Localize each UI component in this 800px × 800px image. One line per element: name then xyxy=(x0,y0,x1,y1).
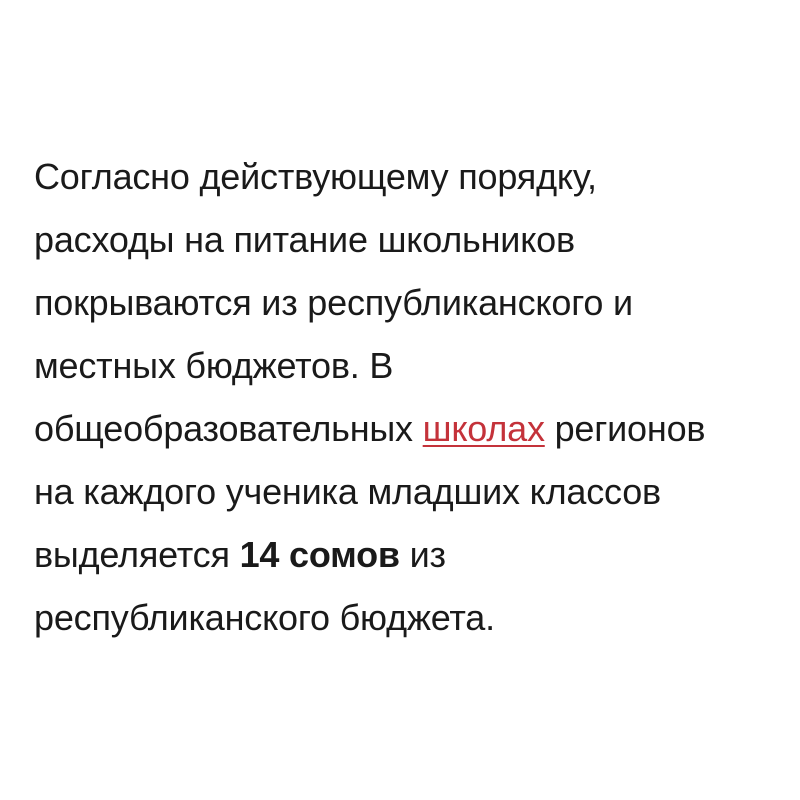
paragraph-text: из xyxy=(409,534,446,575)
paragraph-line: Согласно действующему порядку, xyxy=(34,156,597,197)
paragraph-line: местных бюджетов. В xyxy=(34,345,394,386)
paragraph-line xyxy=(34,397,774,460)
article-paragraph xyxy=(34,145,774,649)
paragraph-line: республиканского бюджета. xyxy=(34,597,495,638)
paragraph-text: выделяется xyxy=(34,534,230,575)
schools-link[interactable]: школах xyxy=(422,408,545,449)
amount-highlight: 14 сомов xyxy=(239,534,400,575)
paragraph-line xyxy=(34,523,774,586)
paragraph-line: покрываются из республиканского и xyxy=(34,282,633,323)
paragraph-line: на каждого ученика младших классов xyxy=(34,471,661,512)
paragraph-line: расходы на питание школьников xyxy=(34,219,575,260)
paragraph-text: общеобразовательных xyxy=(34,408,413,449)
paragraph-text: регионов xyxy=(554,408,706,449)
